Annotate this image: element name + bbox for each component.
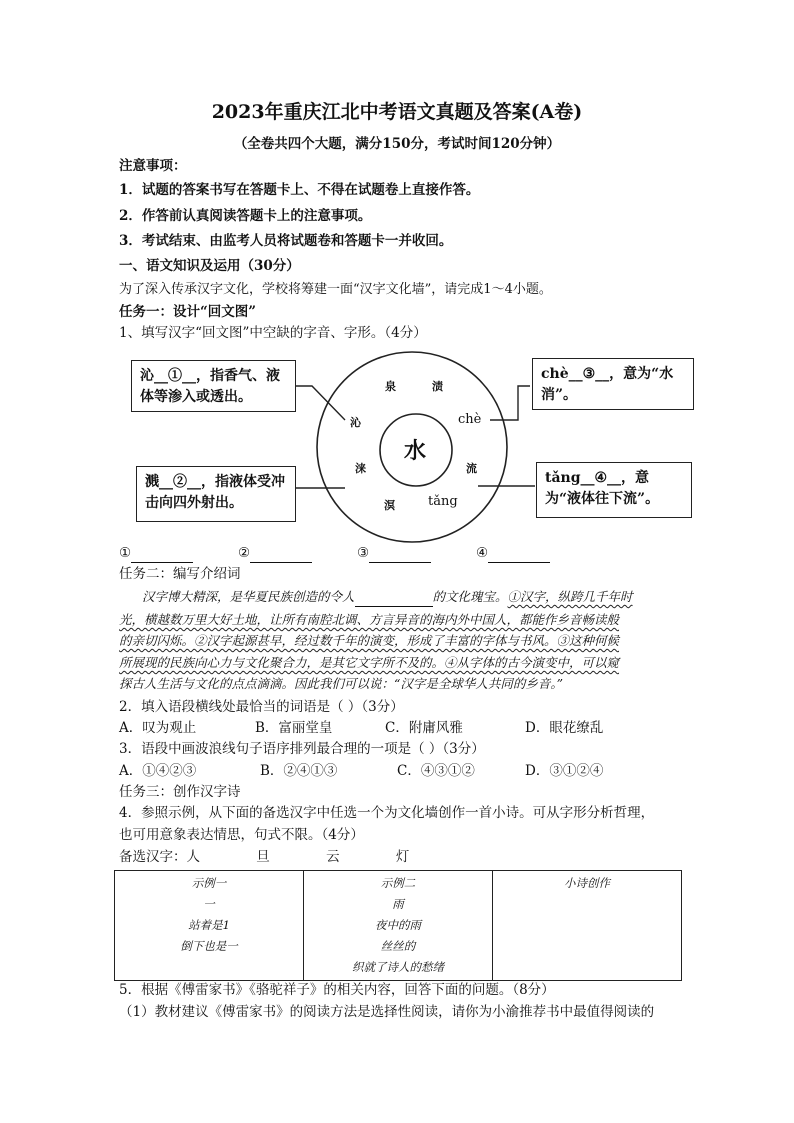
answer-blank-3[interactable] bbox=[357, 544, 431, 563]
q3-option-a[interactable]: A．①④②③ bbox=[119, 763, 197, 779]
task3-heading: 任务三：创作汉字诗 bbox=[119, 784, 241, 800]
ring-char: 泉 bbox=[385, 380, 396, 393]
q3-option-d[interactable]: D．③①②④ bbox=[525, 763, 604, 779]
center-character: 水 bbox=[404, 438, 427, 464]
page-title: 2023年重庆江北中考语文真题及答案(A卷) bbox=[211, 101, 583, 123]
question-5-sub1: （1）教材建议《傅雷家书》的阅读方法是选择性阅读，请你为小渝推荐书中最值得阅读的 bbox=[119, 1004, 655, 1020]
question-2: 2．填入语段横线处最恰当的词语是（ ）（3分） bbox=[119, 699, 404, 715]
ring-char: 流 bbox=[466, 462, 477, 475]
question-3: 3．语段中画波浪线句子语序排列最合理的一项是（ ）（3分） bbox=[119, 741, 485, 757]
task2-heading: 任务二：编写介绍词 bbox=[119, 566, 241, 582]
table-header: 小诗创作 bbox=[564, 876, 610, 890]
ring-char: 渍 bbox=[432, 380, 443, 393]
question-4: 4．参照示例，从下面的备选汉字中任选一个为文化墙创作一首小诗。可从字形分析哲理， bbox=[119, 805, 655, 821]
callout-3: chè__③__，意为“水消”。 bbox=[532, 358, 694, 410]
q2-option-a[interactable]: A．叹为观止 bbox=[119, 720, 197, 736]
note-item: 1．试题的答案书写在答题卡上、不得在试题卷上直接作答。 bbox=[119, 182, 480, 198]
q3-option-c[interactable]: C．④③①② bbox=[397, 763, 475, 779]
answer-label: ③ bbox=[357, 545, 370, 561]
answer-blank-2[interactable] bbox=[238, 544, 312, 563]
q2-option-b[interactable]: B．富丽堂皇 bbox=[255, 720, 333, 736]
passage-line: 探古人生活与文化的点点滴滴。因此我们可以说：“汉字是全球华人共同的乡音。” bbox=[119, 676, 564, 691]
answer-blank-1[interactable] bbox=[119, 544, 193, 563]
table-header: 示例二 bbox=[380, 876, 416, 890]
ring-char: chè bbox=[458, 412, 482, 427]
table-header: 示例一 bbox=[191, 876, 227, 890]
intro-text: 为了深入传承汉字文化，学校将筹建一面“汉字文化墙”，请完成1～4小题。 bbox=[119, 282, 552, 297]
q2-option-d[interactable]: D．眼花缭乱 bbox=[525, 720, 604, 736]
answer-label: ① bbox=[119, 545, 132, 561]
poem-table bbox=[114, 870, 682, 981]
poem-creation-cell[interactable] bbox=[493, 871, 682, 981]
q2-option-c[interactable]: C．附庸风雅 bbox=[385, 720, 463, 736]
question-5: 5．根据《傅雷家书》《骆驼祥子》的相关内容，回答下面的问题。（8分） bbox=[119, 982, 555, 998]
ring-char: 涞 bbox=[355, 462, 366, 475]
ring-char: 沁 bbox=[350, 416, 361, 429]
q3-option-b[interactable]: B．②④①③ bbox=[260, 763, 338, 779]
question-1: 1、填写汉字“回文图”中空缺的字音、字形。（4分） bbox=[119, 325, 427, 341]
passage-line: 所展现的民族向心力与文化聚合力，是其它文字所不及的。④从字体的古今演变中，可以窥 bbox=[119, 655, 620, 670]
notes-heading: 注意事项： bbox=[119, 158, 187, 174]
example-one-cell: 示例一 一 站着是1 倒下也是一 bbox=[115, 871, 304, 981]
callout-2: 溅__②__，指液体受冲击向四外射出。 bbox=[136, 466, 296, 522]
answer-blank-4[interactable] bbox=[476, 544, 550, 563]
ring-char: tǎng bbox=[428, 494, 458, 509]
section-heading: 一、语文知识及运用（30分） bbox=[119, 258, 300, 274]
candidate-chars: 备选汉字：人 旦 云 灯 bbox=[119, 849, 410, 865]
answer-label: ② bbox=[238, 545, 251, 561]
example-two-cell: 示例二 雨 夜中的雨 丝丝的 织就了诗人的愁绪 bbox=[304, 871, 493, 981]
passage-line: 汉字博大精深，是华夏民族创造的令人 的文化瑰宝。①汉字，纵跨几千年时 bbox=[142, 588, 633, 607]
note-item: 3．考试结束、由监考人员将试题卷和答题卡一并收回。 bbox=[119, 233, 453, 249]
callout-1: 沁__①__，指香气、液体等渗入或透出。 bbox=[131, 360, 296, 412]
question-4-cont: 也可用意象表达情思，句式不限。（4分） bbox=[119, 827, 364, 843]
callout-4: tǎng__④__，意为“液体往下流”。 bbox=[536, 462, 692, 518]
task1-heading: 任务一：设计“回文图” bbox=[119, 304, 257, 320]
page-subtitle: （全卷共四个大题，满分150分，考试时间120分钟） bbox=[233, 136, 561, 152]
note-item: 2．作答前认真阅读答题卡上的注意事项。 bbox=[119, 208, 372, 224]
passage-line: 光，横越数万里大好土地，让所有南腔北调、方言异音的海内外中国人，都能作乡音畅读般 bbox=[119, 612, 620, 627]
passage-line: 的亲切闪烁。②汉字起源甚早，经过数千年的演变，形成了丰富的字体与书风。③这种何候 bbox=[119, 633, 620, 648]
answer-label: ④ bbox=[476, 545, 489, 561]
ring-char: 溟 bbox=[384, 499, 395, 512]
